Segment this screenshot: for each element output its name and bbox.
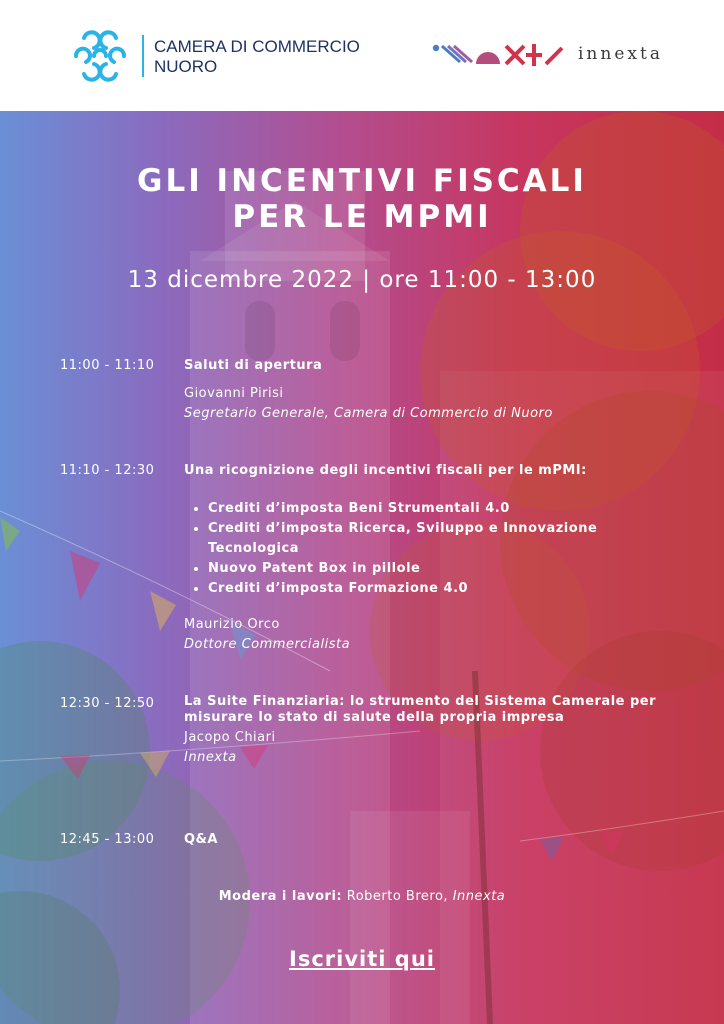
- agenda-topic-3: La Suite Finanziaria: lo strumento del Sistema Camerale per misurare lo stato di salute della propria impresa: [184, 694, 657, 725]
- register-link[interactable]: Iscriviti qui: [289, 947, 435, 971]
- event-title-line2: PER LE MPMI: [232, 199, 492, 235]
- agenda-time-2: 11:10 - 12:30: [60, 463, 155, 478]
- agenda-role-3: Innexta: [184, 750, 237, 765]
- agenda-item-3: [184, 694, 664, 768]
- agenda-bullet: • Crediti d’imposta Beni Strumentali 4.0: [208, 499, 664, 519]
- agenda-time-3: 12:30 - 12:50: [60, 696, 155, 711]
- agenda-speaker-3: Jacopo Chiari: [184, 730, 276, 745]
- innexta-logo-icon: [430, 38, 570, 70]
- agenda-bullet: • Crediti d’imposta Ricerca, Sviluppo e Innovazione Tecnologica: [208, 519, 664, 559]
- agenda-topic-1: Saluti di apertura: [184, 358, 323, 373]
- agenda-time-1: 11:00 - 11:10: [60, 358, 155, 373]
- agenda-time-4: 12:45 - 13:00: [60, 832, 155, 847]
- agenda-item-2: [184, 461, 664, 655]
- agenda-speaker-2: Maurizio Orco: [184, 617, 280, 632]
- logo-divider: [142, 35, 144, 77]
- agenda-speaker-1: Giovanni Pirisi: [184, 386, 284, 401]
- header-bar: [0, 0, 724, 111]
- agenda-topic-4: Q&A: [184, 832, 218, 847]
- agenda-role-1: Segretario Generale, Camera di Commercio di Nuoro: [184, 406, 553, 421]
- moderator-line: [0, 889, 724, 904]
- event-date: 13 dicembre 2022 | ore 11:00 - 13:00: [127, 267, 597, 293]
- moderator-label: Modera i lavori:: [218, 889, 343, 904]
- agenda-role-2: Dottore Commercialista: [184, 637, 351, 652]
- agenda-bullet: • Nuovo Patent Box in pillole: [208, 559, 664, 579]
- agenda-item-4: [184, 830, 664, 850]
- agenda-bullet-list-2: [184, 499, 664, 599]
- event-title-line1: GLI INCENTIVI FISCALI: [137, 163, 587, 199]
- agenda-item-1: [184, 356, 664, 424]
- agenda-bullet: • Crediti d’imposta Formazione 4.0: [208, 579, 664, 599]
- agenda-topic-2: Una ricognizione degli incentivi fiscali per le mPMI:: [184, 463, 587, 478]
- moderator-name: Roberto Brero,: [346, 889, 449, 904]
- moderator-org: Innexta: [452, 889, 506, 904]
- ccn-name-line2: NUORO: [154, 57, 218, 76]
- chamber-of-commerce-name: [154, 37, 360, 77]
- innexta-wordmark: innexta: [578, 44, 663, 64]
- ccn-name-line1: CAMERA DI COMMERCIO: [154, 37, 360, 56]
- event-title: [0, 163, 724, 235]
- content-area: [0, 111, 724, 1024]
- chamber-of-commerce-logo-icon: [70, 28, 130, 84]
